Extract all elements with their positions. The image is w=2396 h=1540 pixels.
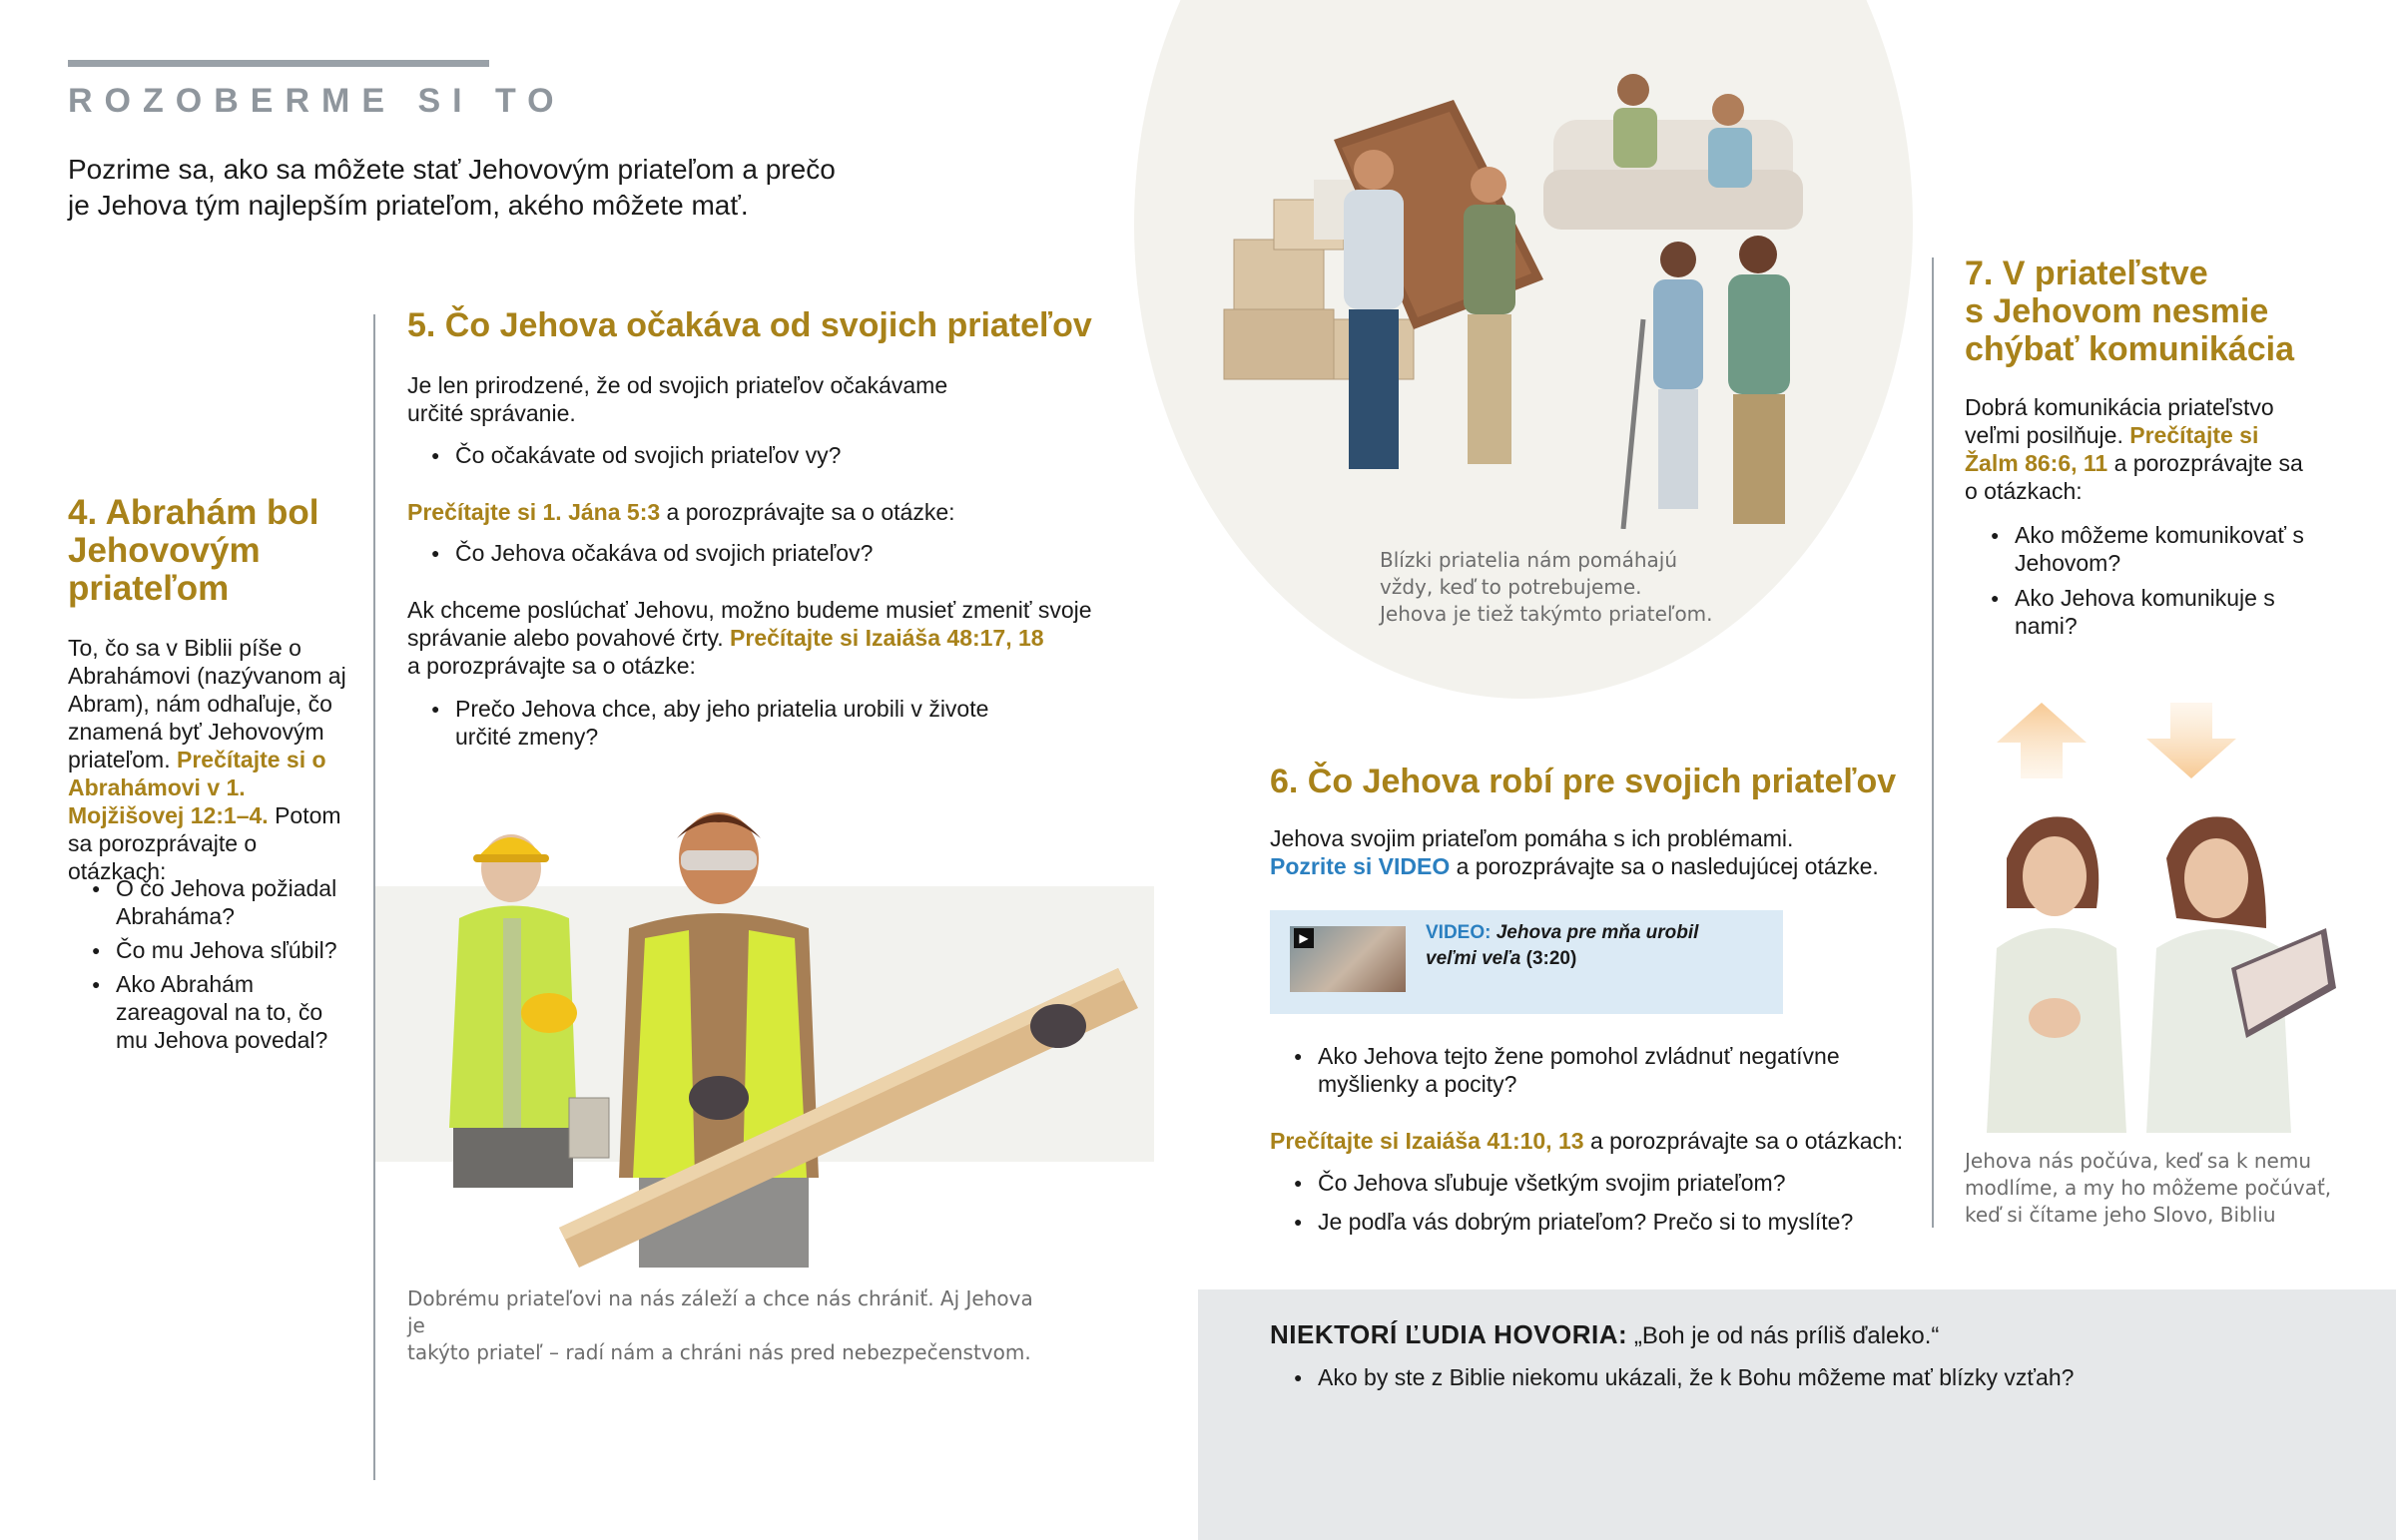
section-5-read-after-1: a porozprávajte sa o otázke:: [666, 499, 955, 525]
section-7-question: ● Ako Jehova komunikuje s nami?: [1991, 584, 2310, 640]
section-6-read-after: a porozprávajte sa o otázkach:: [1589, 1128, 1904, 1154]
section-5-question: ● Čo očakávate od svojich priateľov vy?: [431, 441, 1050, 469]
section-7-title-line: s Jehovom nesmie: [1965, 292, 2269, 330]
section-7-title-line: 7. V priateľstve: [1965, 255, 2208, 292]
section-5-question: ● Čo Jehova očakáva od svojich priateľov?: [431, 539, 1050, 567]
video-title: Jehova pre mňa urobil: [1496, 922, 1699, 943]
play-icon[interactable]: ▶: [1294, 928, 1314, 948]
older-worker-figure: [449, 834, 609, 1188]
friends-helping-illustration: [1214, 60, 1873, 529]
section-4-question: ● Čo mu Jehova sľúbil?: [92, 936, 351, 964]
communication-arrows: [1987, 699, 2286, 798]
people-say-line: [1270, 1317, 2368, 1353]
section-5-paragraph-2: [407, 596, 1106, 680]
people-say-heading: NIEKTORÍ ĽUDIA HOVORIA:: [1270, 1319, 1628, 1349]
section-5-question-line: ● Prečo Jehova chce, aby jeho priatelia urobili v živote: [455, 696, 989, 722]
section-6-p1-line: Jehova svojim priateľom pomáha s ich problémami.: [1270, 825, 1794, 851]
praying-and-reading-illustration: [1967, 798, 2366, 1133]
section-6-read-ref[interactable]: Prečítajte si Izaiáša 41:10, 13: [1270, 1128, 1584, 1154]
section-4-body-after: Potom sa porozprávajte o otázkach:: [68, 802, 341, 884]
section-5-question-2: [431, 539, 1050, 567]
couch-with-friends: [1543, 74, 1803, 230]
section-6-question-line: myšlienky a pocity?: [1318, 1071, 1517, 1097]
section-6-questions: [1294, 1169, 1933, 1247]
video-duration: (3:20): [1525, 948, 1577, 969]
circle-caption: [1380, 547, 1799, 628]
section-6-title: 6. Čo Jehova robí pre svojich priateľov: [1270, 763, 1897, 800]
arrow-down-icon: [2146, 703, 2236, 778]
section-6-question: [1294, 1042, 1933, 1098]
video-title: veľmi veľa: [1426, 948, 1521, 969]
section-7-title: [1965, 255, 2364, 368]
section-7-read-ref[interactable]: Žalm 86:6, 11: [1965, 450, 2108, 476]
section-5-caption: [407, 1285, 1046, 1366]
section-5-p1-line: Je len prirodzené, že od svojich priateľov očakávame: [407, 372, 948, 398]
section-6-question: ● Je podľa vás dobrým priateľom? Prečo si to myslíte?: [1294, 1208, 1933, 1236]
construction-workers-illustration: [419, 798, 1158, 1278]
section-6-question-1: [1294, 1042, 1933, 1098]
section-5-read-ref-2[interactable]: Prečítajte si Izaiáša 48:17, 18: [730, 625, 1044, 651]
section-5-question-1: [431, 441, 1050, 469]
section-5-p1-line: určité správanie.: [407, 400, 576, 426]
section-4-question: ● Ako Abrahám zareagoval na to, čo mu Jehova povedal?: [92, 970, 351, 1054]
section-5-p2-line: a porozprávajte sa o otázke:: [407, 653, 696, 679]
section-5-question: [431, 695, 1050, 751]
section-7-caption-line: modlíme, a my ho môžeme počúvať,: [1965, 1176, 2332, 1200]
video-prefix: VIDEO:: [1426, 922, 1492, 943]
section-5-question-3: [431, 695, 1050, 751]
section-7-title-line: chýbať komunikácia: [1965, 330, 2294, 368]
section-6-question-line: ● Ako Jehova tejto žene pomohol zvládnuť negatívne: [1318, 1043, 1840, 1069]
section-5-read-ref-1[interactable]: Prečítajte si 1. Jána 5:3: [407, 499, 661, 525]
injured-friend-and-helper: [1623, 236, 1790, 529]
praying-woman: [1987, 816, 2126, 1133]
top-rule: [68, 60, 489, 67]
section-7-caption-line: Jehova nás počúva, keď sa k nemu: [1965, 1149, 2312, 1173]
section-4-read-ref[interactable]: Prečítajte si o Abrahámovi v 1. Mojžišovej 12:1–4.: [68, 747, 326, 828]
section-4-question: ● O čo Jehova požiadal Abraháma?: [92, 874, 351, 930]
section-5-read-1: [407, 498, 1106, 526]
section-5-caption-line: takýto priateľ – radí nám a chráni nás pred nebezpečenstvom.: [407, 1340, 1031, 1364]
circle-caption-line: Jehova je tiež takýmto priateľom.: [1380, 602, 1713, 626]
intro-text: [68, 152, 867, 224]
section-7-body-line: o otázkach:: [1965, 478, 2083, 504]
circle-caption-line: Blízki priatelia nám pomáhajú: [1380, 548, 1678, 572]
column-divider-right: [1932, 257, 1934, 1228]
section-7-read-ref[interactable]: Prečítajte si: [2129, 422, 2259, 448]
section-5-question-line: určité zmeny?: [455, 724, 599, 750]
intro-line-1: Pozrime sa, ako sa môžete stať Jehovovým priateľom a prečo: [68, 154, 836, 185]
carrier-man-2: [1464, 167, 1515, 464]
section-6-question: ● Čo Jehova sľubuje všetkým svojim priateľom?: [1294, 1169, 1933, 1197]
section-7-caption-line: keď si čítame jeho Slovo, Bibliu: [1965, 1203, 2276, 1227]
section-6-paragraph: [1270, 824, 1909, 880]
people-say-questions: [1294, 1363, 2292, 1391]
section-7-caption: [1965, 1148, 2344, 1229]
section-5-p2-line: Ak chceme poslúchať Jehovu, možno budeme musieť zmeniť svoje: [407, 597, 1092, 623]
section-7-body: [1965, 393, 2324, 505]
section-4-questions: [92, 874, 351, 1060]
section-6-p1-after: a porozprávajte sa o nasledujúcej otázke.: [1456, 853, 1879, 879]
arrow-up-icon: [1997, 703, 2087, 778]
section-5-p2-line: správanie alebo povahové črty.: [407, 625, 724, 651]
section-7-question: ● Ako môžeme komunikovať s Jehovom?: [1991, 521, 2310, 577]
section-5-caption-line: Dobrému priateľovi na nás záleží a chce nás chrániť. Aj Jehova je: [407, 1286, 1033, 1337]
section-7-body-line: veľmi posilňuje.: [1965, 422, 2123, 448]
section-label: ROZOBERME SI TO: [68, 82, 566, 120]
carrier-man-1: [1344, 150, 1404, 469]
section-6-read: [1270, 1127, 1909, 1155]
intro-line-2: je Jehova tým najlepším priateľom, akého môžete mať.: [68, 190, 749, 221]
video-link[interactable]: Pozrite si VIDEO: [1270, 853, 1451, 879]
section-4-title: 4. Abrahám bol Jehovovým priateľom: [68, 493, 319, 608]
people-say-quote: „Boh je od nás príliš ďaleko.“: [1633, 1322, 1940, 1349]
section-7-questions: [1991, 521, 2310, 647]
people-say-question: ● Ako by ste z Biblie niekomu ukázali, že k Bohu môžeme mať blízky vzťah?: [1294, 1363, 2292, 1391]
section-4-body: [68, 634, 347, 885]
section-5-title: 5. Čo Jehova očakáva od svojich priateľov: [407, 306, 1092, 344]
section-5-paragraph-1: [407, 371, 1056, 427]
circle-caption-line: vždy, keď to potrebujeme.: [1380, 575, 1642, 599]
video-label[interactable]: [1426, 920, 1765, 972]
section-7-body-line: a porozprávajte sa: [2113, 450, 2303, 476]
section-7-body-line: Dobrá komunikácia priateľstvo: [1965, 394, 2274, 420]
section-4-body-text: To, čo sa v Biblii píše o Abrahámovi (nazývanom aj Abram), nám odhaľuje, čo znamená byť Jehovovým priateľom.: [68, 635, 346, 772]
